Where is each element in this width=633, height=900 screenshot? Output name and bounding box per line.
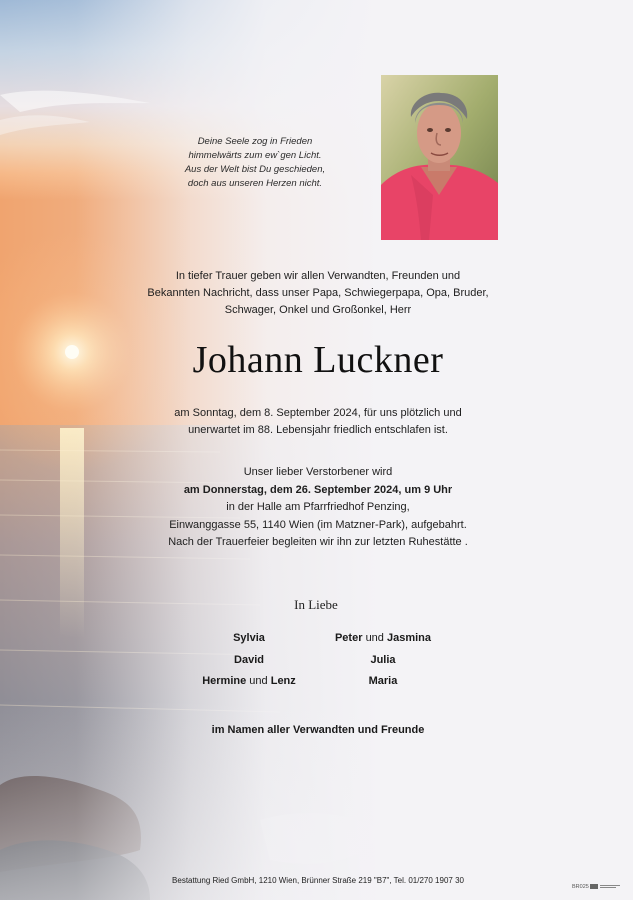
conjunction: und (249, 675, 268, 687)
funeral-line: Einwanggasse 55, 1140 Wien (im Matzner-Park), aufgebahrt. (169, 518, 467, 531)
undertaker-logo (590, 882, 622, 891)
poem (160, 135, 350, 191)
undertaker-footer: Bestattung Ried GmbH, 1210 Wien, Brünner Straße 219 "B7", Tel. 01/270 1907 30 (172, 876, 464, 885)
mourner-name: David (234, 654, 264, 666)
mourner-name: Maria (368, 675, 398, 687)
mourner-name: Sylvia (233, 632, 265, 644)
poem-line: Aus der Welt bist Du geschieden, (184, 164, 326, 175)
in-love-heading: In Liebe (294, 597, 338, 612)
template-code: BR025 (572, 884, 589, 890)
announcement-line: Bekannten Nachricht, dass unser Papa, Schwiegerpapa, Opa, Bruder, (147, 287, 489, 299)
portrait-photo (381, 75, 498, 240)
announcement-text (120, 268, 516, 319)
announcement-line: Schwager, Onkel und Großonkel, Herr (224, 304, 412, 316)
death-line: am Sonntag, dem 8. September 2024, für uns plötzlich und (174, 407, 462, 419)
deceased-name: Johann Luckner (192, 339, 444, 381)
funeral-details (110, 464, 526, 552)
funeral-line: Nach der Trauerfeier begleiten wir ihn zur letzten Ruhestätte . (168, 536, 468, 548)
mourner-name: Hermine und Lenz (202, 675, 296, 687)
funeral-date: am Donnerstag, dem 26. September 2024, um 9 Uhr (183, 483, 453, 496)
death-notice (120, 405, 516, 439)
announcement-line: In tiefer Trauer geben wir allen Verwandten, Freunden und (175, 270, 461, 282)
funeral-line: in der Halle am Pfarrfriedhof Penzing, (226, 501, 410, 513)
poem-line: doch aus unseren Herzen nicht. (187, 178, 323, 189)
poem-line: himmelwärts zum ew`gen Licht. (188, 150, 322, 161)
poem-line: Deine Seele zog in Frieden (197, 136, 313, 147)
mourner-name: Peter und Jasmina (334, 632, 432, 644)
mourner-name: Julia (370, 654, 396, 666)
death-line: unerwartet im 88. Lebensjahr friedlich entschlafen ist. (188, 424, 448, 436)
conjunction: und (365, 632, 384, 644)
closing-line: im Namen aller Verwandten und Freunde (211, 724, 425, 736)
funeral-line: Unser lieber Verstorbener wird (243, 466, 393, 478)
